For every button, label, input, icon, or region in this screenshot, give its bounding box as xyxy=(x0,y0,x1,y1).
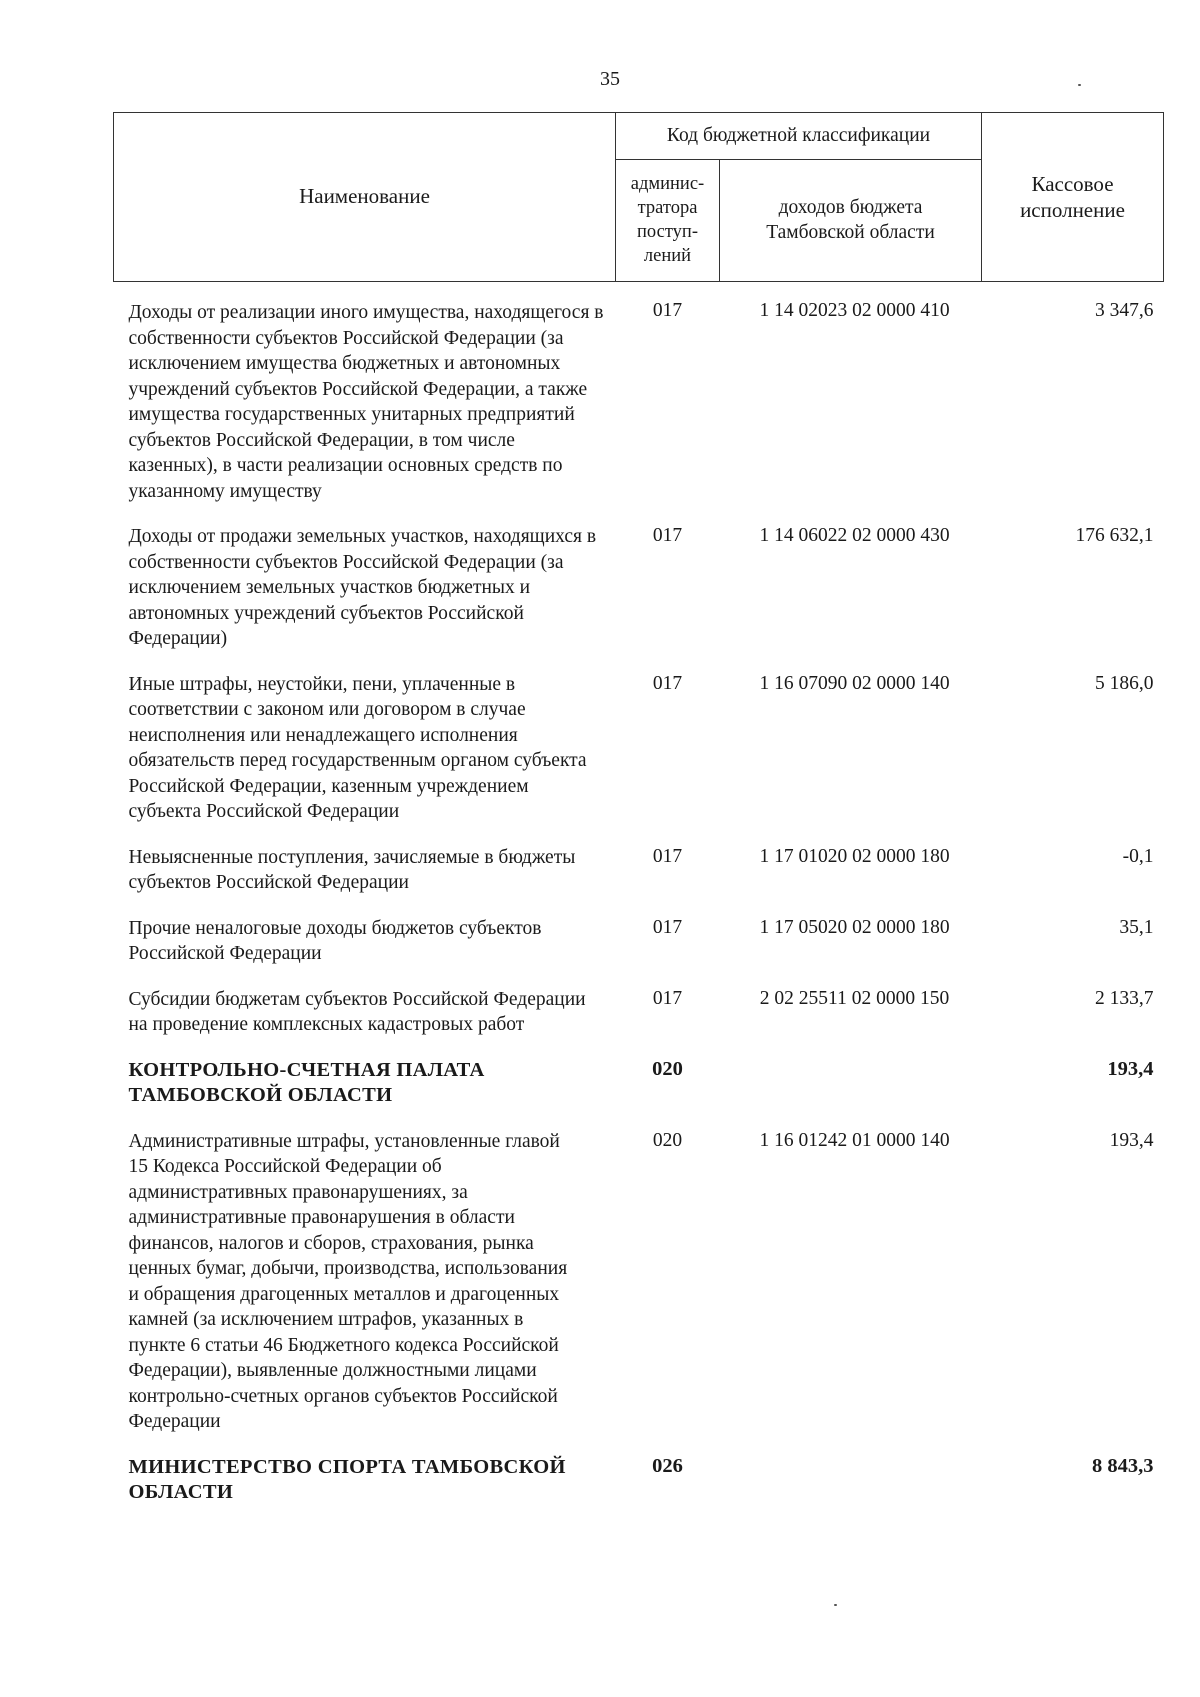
header-income-code xyxy=(720,159,982,281)
table-header xyxy=(114,113,1164,282)
header-cash-execution xyxy=(982,113,1164,282)
row-name: Административные штрафы, установленные главой 15 Кодекса Российской Федерации об административных правонарушениях, за административные правонарушения в области финансов, налогов и сборов, страхования, рынка ценных бумаг, добычи, производства, использования и обращения драгоценных металлов и драгоценных камней (за исключением штрафов, указанных в пункте 6 статьи 46 Бюджетного кодекса Российской Федерации), выявленные должностными лицами контрольно-счетных органов субъектов Российской Федерации xyxy=(128,1130,568,1432)
row-name: Невыясненные поступления, зачисляемые в бюджеты субъектов Российской Федерации xyxy=(128,846,576,893)
row-sum: 2 133,7 xyxy=(1095,987,1154,1009)
table-row xyxy=(114,508,1164,656)
header-administrator-label: админис-тратора поступ-лений xyxy=(630,174,705,267)
table-row xyxy=(114,282,1164,509)
header-cash-execution-label: Кассовое исполнение xyxy=(1020,172,1125,222)
page-number: 35 xyxy=(600,68,620,90)
row-income-code: 1 14 02023 02 0000 410 xyxy=(759,300,950,321)
header-budget-classification-code: Код бюджетной классификации xyxy=(616,113,982,160)
row-income-code: 1 16 01242 01 0000 140 xyxy=(759,1129,950,1151)
budget-table xyxy=(113,112,1164,1510)
table-row xyxy=(114,829,1164,900)
row-admin-code: 017 xyxy=(652,916,683,938)
table-row xyxy=(114,656,1164,829)
row-admin-code: 020 xyxy=(652,1129,683,1151)
row-admin-code: 017 xyxy=(652,525,683,546)
row-name: Доходы от реализации иного имущества, находящегося в собственности субъектов Российской Федерации (за исключением имущества бюджетных и автономных учреждений субъектов Российской Федерации, а также имущества государственных унитарных предприятий субъектов Российской Федерации, в том числе казенных), в части реализации основных средств по указанному имуществу xyxy=(128,302,604,502)
header-administrator xyxy=(616,159,720,281)
row-admin-code: 017 xyxy=(652,987,683,1009)
table-row-section-header xyxy=(114,1042,1164,1113)
table-row xyxy=(114,971,1164,1042)
scan-speck xyxy=(834,1604,837,1606)
row-sum: -0,1 xyxy=(1122,845,1154,867)
row-admin-code: 026 xyxy=(652,1454,683,1477)
row-income-code: 1 17 05020 02 0000 180 xyxy=(759,916,950,938)
header-income-code-label: доходов бюджета Тамбовской области xyxy=(766,197,935,244)
table-row xyxy=(114,900,1164,971)
row-income-code: 1 16 07090 02 0000 140 xyxy=(759,672,950,694)
row-name: Прочие неналоговые доходы бюджетов субъектов Российской Федерации xyxy=(128,917,542,964)
row-admin-code: 020 xyxy=(652,1057,683,1080)
row-sum: 35,1 xyxy=(1119,916,1154,938)
row-name: Доходы от продажи земельных участков, находящихся в собственности субъектов Российской Федерации (за исключением земельных участков бюджетных и автономных учреждений субъектов Российской Федерации) xyxy=(128,526,597,649)
table-body xyxy=(114,282,1164,1510)
row-income-code: 1 17 01020 02 0000 180 xyxy=(759,845,950,867)
scan-speck xyxy=(1078,84,1081,86)
row-name: Субсидии бюджетам субъектов Российской Федерации на проведение комплексных кадастровых работ xyxy=(128,988,586,1035)
row-admin-code: 017 xyxy=(652,300,683,321)
row-sum: 176 632,1 xyxy=(1075,525,1154,546)
header-name: Наименование xyxy=(114,113,616,282)
row-sum: 193,4 xyxy=(1109,1129,1154,1151)
row-sum: 5 186,0 xyxy=(1095,672,1154,694)
row-admin-code: 017 xyxy=(652,845,683,867)
row-income-code: 1 14 06022 02 0000 430 xyxy=(759,525,950,546)
row-sum: 8 843,3 xyxy=(1092,1454,1154,1477)
row-income-code xyxy=(720,1439,982,1510)
row-income-code: 2 02 25511 02 0000 150 xyxy=(759,987,950,1009)
row-admin-code: 017 xyxy=(652,672,683,694)
row-name: Иные штрафы, неустойки, пени, уплаченные в соответствии с законом или договором в случае неисполнения или ненадлежащего исполнения обязательств перед государственным органом субъекта Российской Федерации, казенным учреждением субъекта Российской Федерации xyxy=(128,673,587,822)
table-row xyxy=(114,1113,1164,1439)
row-sum: 3 347,6 xyxy=(1095,300,1154,321)
table-row-section-header xyxy=(114,1439,1164,1510)
row-income-code xyxy=(720,1042,982,1113)
row-name: МИНИСТЕРСТВО СПОРТА ТАМБОВСКОЙ ОБЛАСТИ xyxy=(128,1455,566,1503)
row-sum: 193,4 xyxy=(1107,1057,1154,1080)
row-name: КОНТРОЛЬНО-СЧЕТНАЯ ПАЛАТА ТАМБОВСКОЙ ОБЛАСТИ xyxy=(128,1058,485,1106)
